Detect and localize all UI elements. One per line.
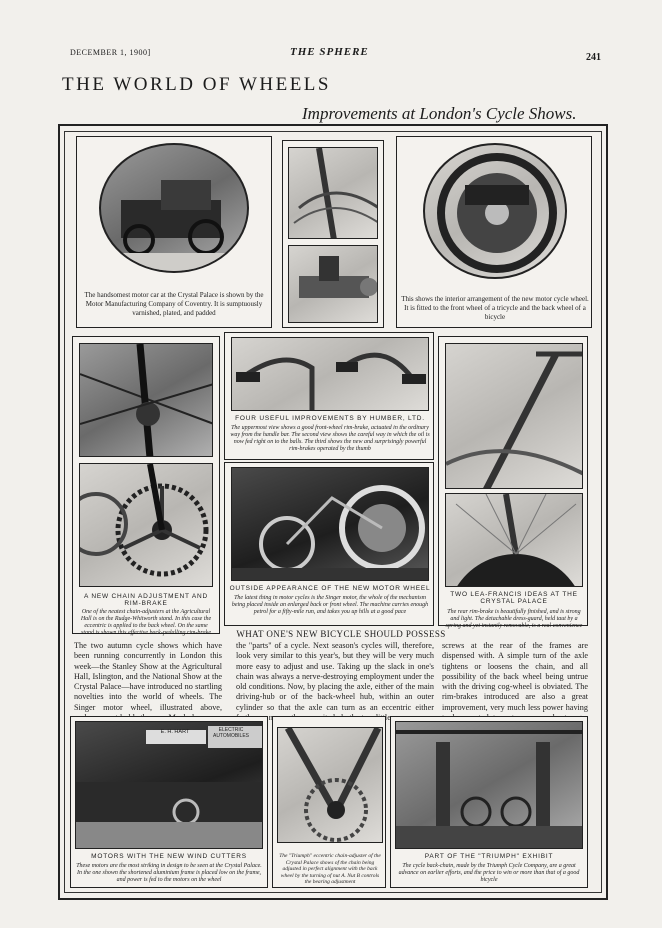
caption-motor-car: The handsomest motor car at the Crystal Palace is shown by the Motor Manufacturing Company of Coventry. It is sumptuously varnished, plated, and padded [84, 291, 264, 317]
chain-adjuster-photo [79, 343, 213, 457]
triumph-eccentric-photo [277, 727, 383, 843]
panel-outside-motor-wheel [224, 462, 434, 626]
page-title: THE WORLD OF WHEELS [62, 74, 331, 95]
rim-brake-photo [288, 147, 378, 239]
panel-triumph-adjuster [272, 716, 386, 888]
caption-outside-title: OUTSIDE APPEARANCE OF THE NEW MOTOR WHEEL [229, 585, 431, 592]
panel-motor-wheel [396, 136, 592, 328]
caption-wind-body: These motors are the most striking in design to be seen at the Crystal Palace. In the one shown the shortened aluminium frame is placed low on the frame, and power is fed to the motors on the wheel [76, 863, 262, 883]
article-heading: WHAT ONE'S NEW BICYCLE SHOULD POSSESS [236, 629, 446, 639]
magazine-name: THE SPHERE [290, 46, 369, 58]
caption-humber-body: The uppermost view shows a good front-wheel rim-brake, actuated in the ordinary way from the handle bar. The second view shows the careful way in which the oil is now fed right on to the balls. The third shows the new and surprisingly powerful rim-brakes operated by the thumb [230, 425, 430, 452]
caption-outside-body: The latest thing in motor cycles is the Singer motor, the whole of the mechanism being placed inside an enlarged back or front wheel. The machine carries enough petrol for a fifty-mile run, and takes you up hills at a good pace [231, 595, 429, 615]
shop-sign-hart: E. H. HART [160, 729, 190, 735]
chainwheel-photo [79, 463, 213, 587]
triumph-exhibit-photo [395, 721, 583, 849]
caption-triumph-title: PART OF THE "TRIUMPH" EXHIBIT [424, 853, 554, 860]
shop-sign-electric: ELECTRIC AUTOMOBILES [212, 727, 250, 739]
caption-chain-body: One of the neatest chain-adjusters at the Agricultural Hall is on the Rudge-Whitworth stand. In this case the eccentric is applied to the back wheel. On the same stand is shown this effective back-pedalling rim-brake [80, 609, 212, 636]
caption-humber-title: FOUR USEFUL IMPROVEMENTS BY HUMBER, LTD. [235, 415, 425, 422]
lea-francis-brake-photo [445, 343, 583, 489]
caption-lea-title: TWO LEA-FRANCIS IDEAS AT THE CRYSTAL PALACE [450, 591, 578, 605]
article-column-1: The two autumn cycle shows which have been running concurrently in London this week—the Stanley Show at the Agricultural Hall, Islington, and the National Show at the Crystal Palace—have introduced no startling novelties into the world of wheels. The Singer motor wheel, illustrated above, [74, 641, 222, 712]
caption-triumph-adjuster: The "Triumph" eccentric chain-adjuster of the Crystal Palace shows of the chain being adjusted in perfect alignment with the back wheel by the turning of nut A. Nut B controls the bearing adjustment [279, 853, 381, 885]
thumb-rim-brake-photo [231, 337, 429, 411]
singer-motor-wheel-photo [231, 467, 429, 581]
page-number: 241 [586, 52, 601, 63]
panel-lea-francis [438, 336, 588, 629]
motor-car-photo [99, 143, 249, 273]
page-subtitle: Improvements at London's Cycle Shows. [302, 104, 577, 123]
panel-wind-cutters [70, 716, 268, 888]
dress-guard-photo [445, 493, 583, 587]
caption-chain-title: A NEW CHAIN ADJUSTMENT AND RIM-BRAKE [84, 593, 208, 607]
caption-triumph-body: The cycle back-chain, made by the Triumph Cycle Company, are a great advance on earlier efforts, and the price to win or more than that of a good bicycle [398, 863, 580, 883]
panel-humber-photos-top [282, 140, 384, 328]
issue-date: DECEMBER 1, 1900] [70, 48, 151, 57]
oil-feed-hub-photo [288, 245, 378, 323]
panel-triumph-exhibit [390, 716, 588, 888]
panel-humber-improvements [224, 332, 434, 460]
caption-lea-body: The rear rim-brake is beautifully finished, and is strong and light. The detachable dress-guard, held taut by a spring and yet instantly removable, is a real convenience [445, 609, 583, 629]
article-column-2: the "parts" of a cycle. Next season's cycles will, therefore, look very similar to this year's, but they will be very much more easy to adjust and use. Taking up the slack in one's chain was always a nerve-destroying employment under the old conditions. Now, by placing the axle, either of the main driving-hub or of the back-wheel hub, within an outer cylinder so that the axle can turn as an eccentric either [236, 641, 434, 712]
caption-wind-title: MOTORS WITH THE NEW WIND CUTTERS [91, 853, 247, 860]
panel-motor-car [76, 136, 272, 328]
motor-wheel-photo [423, 143, 567, 279]
article-column-3: screws at the rear of the frames are dispensed with. A simple turn of the axle tightens or loosens the chain, and all possibility of the back wheel being untrue with the driving cog-wheel is obviated. The rim-brakes introduced are also a great improvement, very much less power having [442, 641, 588, 712]
panel-chain-adjustment [72, 336, 220, 634]
caption-motor-wheel: This shows the interior arrangement of the new motor cycle wheel. It is fitted to the front wheel of a tricycle and the back wheel of a bicycle [401, 295, 589, 321]
wind-cutter-motors-photo [75, 721, 263, 849]
